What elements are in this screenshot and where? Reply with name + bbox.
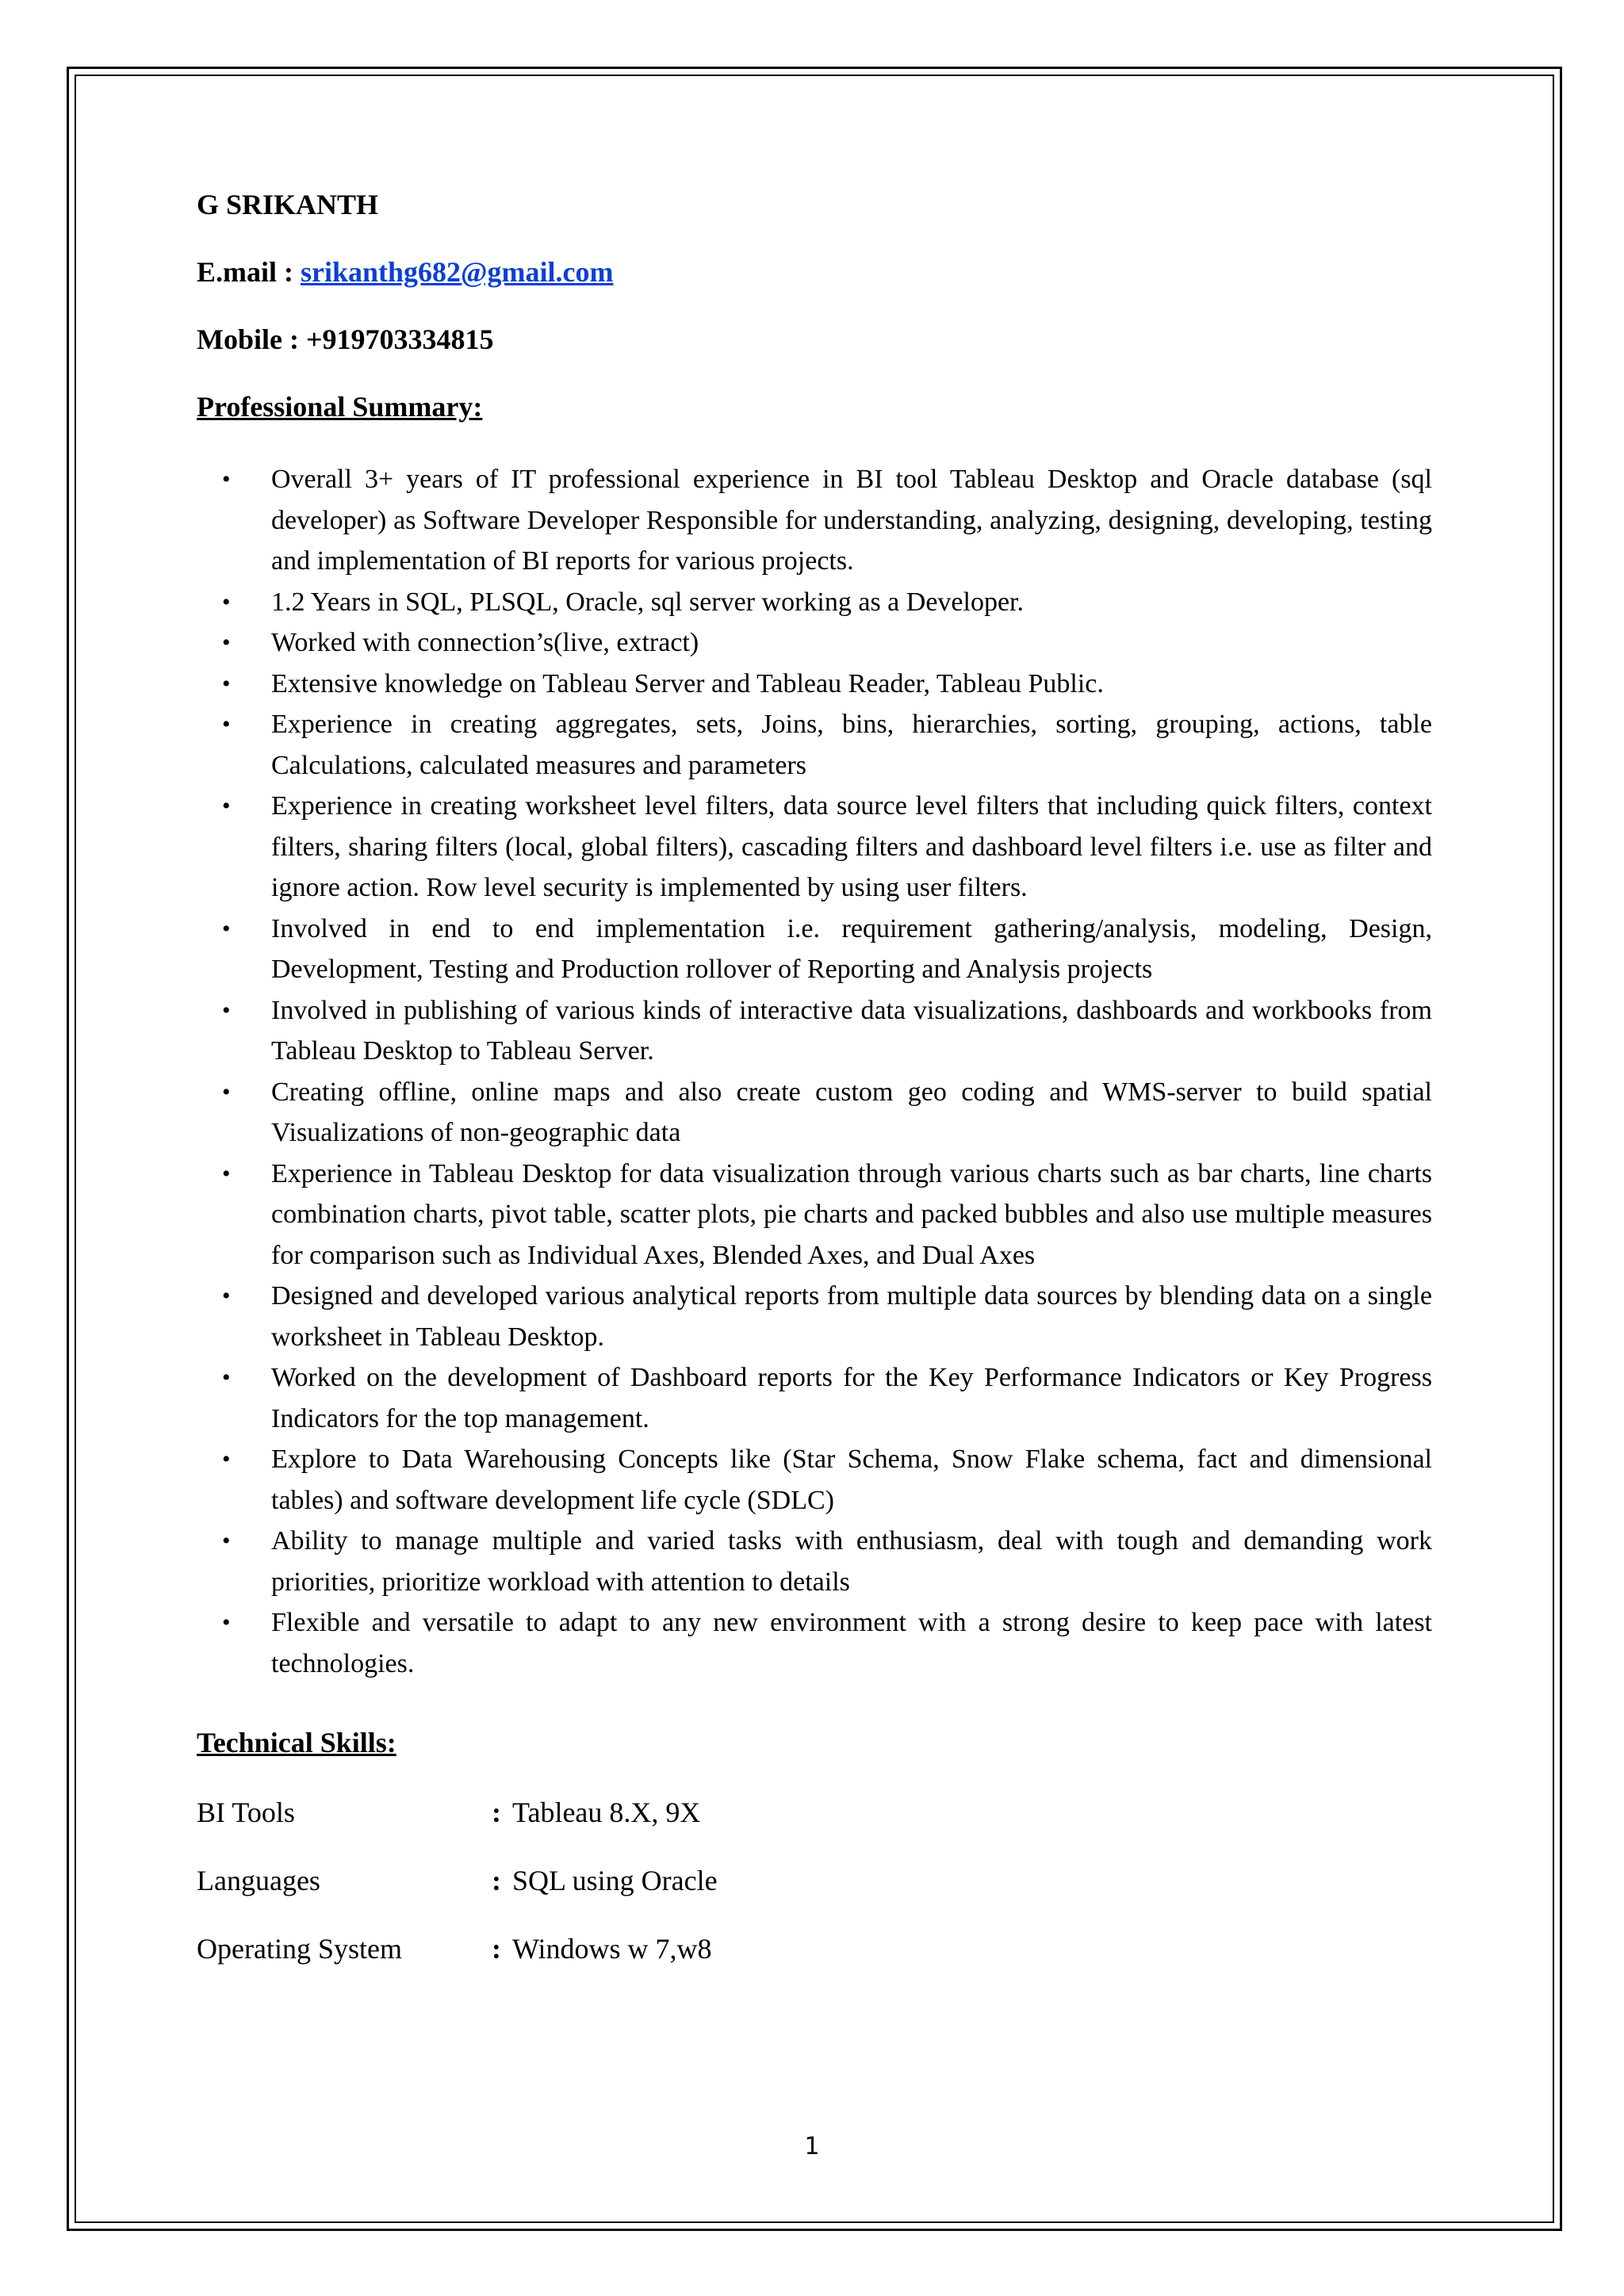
bullet-icon: • bbox=[222, 1283, 231, 1309]
summary-item-text: Creating offline, online maps and also create custom geo coding and WMS-server to build spatial Visualizations of non-geographic data bbox=[271, 1077, 1432, 1147]
bullet-icon: • bbox=[222, 1364, 231, 1391]
bullet-icon: • bbox=[222, 1609, 231, 1636]
list-item bbox=[197, 1072, 1434, 1154]
list-item bbox=[197, 909, 1434, 990]
candidate-name: G SRIKANTH bbox=[197, 189, 379, 220]
list-item bbox=[197, 1154, 1434, 1276]
summary-list bbox=[197, 459, 1434, 1684]
mobile-number: +919703334815 bbox=[305, 323, 494, 355]
list-item bbox=[197, 582, 1434, 623]
list-item bbox=[197, 622, 1434, 664]
summary-item-text: Experience in creating worksheet level filters, data source level filters that including quick filters, context filters, sharing filters (local, global filters), cascading filters and dashboard level filters i.e. use as filter and ignore action. Row level security is implemented by using user filters. bbox=[271, 791, 1432, 902]
list-item bbox=[197, 1276, 1434, 1357]
summary-item-text: Designed and developed various analytical reports from multiple data sources by blending data on a single worksheet in Tableau Desktop. bbox=[271, 1281, 1432, 1352]
skill-colon: : bbox=[492, 1865, 501, 1896]
summary-item-text: Flexible and versatile to adapt to any new environment with a strong desire to keep pace with latest technologies. bbox=[271, 1608, 1432, 1678]
bullet-icon: • bbox=[222, 588, 231, 615]
list-item bbox=[197, 1357, 1434, 1439]
bullet-icon: • bbox=[222, 466, 231, 492]
email-line bbox=[197, 254, 1434, 289]
email-link[interactable]: srikanthg682@gmail.com bbox=[301, 256, 614, 288]
summary-item-text: Explore to Data Warehousing Concepts like (Star Schema, Snow Flake schema, fact and dimensional tables) and software development life cycle (SDLC) bbox=[271, 1445, 1432, 1515]
bullet-icon: • bbox=[222, 1160, 231, 1187]
summary-item-text: Experience in Tableau Desktop for data visualization through various charts such as bar charts, line charts combination charts, pivot table, scatter plots, pie charts and packed bubbles and also use multiple measures for comparison such as Individual Axes, Blended Axes, and Dual Axes bbox=[271, 1158, 1432, 1270]
skill-row-operating-system bbox=[197, 1931, 1434, 1966]
technical-skills-title: Technical Skills: bbox=[197, 1727, 396, 1758]
mobile-line bbox=[197, 322, 1434, 357]
professional-summary-title: Professional Summary: bbox=[197, 391, 483, 423]
summary-item-text: Ability to manage multiple and varied tasks with enthusiasm, deal with tough and demanding work priorities, prioritize workload with attention to details bbox=[271, 1526, 1432, 1597]
list-item bbox=[197, 990, 1434, 1072]
summary-item-text: Extensive knowledge on Tableau Server and Tableau Reader, Tableau Public. bbox=[271, 668, 1104, 698]
bullet-icon: • bbox=[222, 997, 231, 1024]
list-item bbox=[197, 704, 1434, 786]
skill-colon: : bbox=[492, 1933, 501, 1965]
skill-value: Windows w 7,w8 bbox=[512, 1933, 712, 1965]
skill-label: Languages bbox=[197, 1865, 320, 1896]
email-label: E.mail : bbox=[197, 256, 293, 288]
summary-item-text: Overall 3+ years of IT professional experience in BI tool Tableau Desktop and Oracle database (sql developer) as Software Developer Responsible for understanding, analyzing, designing, developing, testing and implementation of BI reports for various projects. bbox=[271, 465, 1432, 576]
list-item bbox=[197, 786, 1434, 909]
skill-label: Operating System bbox=[197, 1933, 402, 1965]
skills-table bbox=[197, 1795, 1434, 1966]
page-number: 1 bbox=[804, 2133, 820, 2160]
bullet-icon: • bbox=[222, 1528, 231, 1554]
bullet-icon: • bbox=[222, 670, 231, 697]
summary-item-text: Worked on the development of Dashboard reports for the Key Performance Indicators or Key Progress Indicators for the top management. bbox=[271, 1363, 1432, 1433]
skill-value: SQL using Oracle bbox=[512, 1865, 718, 1896]
summary-item-text: Involved in end to end implementation i.e. requirement gathering/analysis, modeling, Design, Development, Testing and Production rollover of Reporting and Analysis projects bbox=[271, 913, 1432, 984]
skill-colon: : bbox=[492, 1797, 501, 1828]
summary-item-text: 1.2 Years in SQL, PLSQL, Oracle, sql server working as a Developer. bbox=[271, 587, 1024, 617]
list-item bbox=[197, 1602, 1434, 1684]
bullet-icon: • bbox=[222, 1446, 231, 1472]
resume-content bbox=[197, 187, 1434, 1999]
skill-value: Tableau 8.X, 9X bbox=[512, 1797, 701, 1828]
bullet-icon: • bbox=[222, 629, 231, 656]
summary-item-text: Involved in publishing of various kinds of interactive data visualizations, dashboards and workbooks from Tableau Desktop to Tableau Server. bbox=[271, 995, 1432, 1066]
bullet-icon: • bbox=[222, 1078, 231, 1105]
summary-item-text: Experience in creating aggregates, sets, Joins, bins, hierarchies, sorting, grouping, actions, table Calculations, calculated measures and parameters bbox=[271, 710, 1432, 780]
bullet-icon: • bbox=[222, 711, 231, 737]
list-item bbox=[197, 1521, 1434, 1602]
skill-row-languages bbox=[197, 1863, 1434, 1898]
list-item bbox=[197, 459, 1434, 582]
summary-item-text: Worked with connection’s(live, extract) bbox=[271, 628, 699, 657]
bullet-icon: • bbox=[222, 793, 231, 819]
mobile-label: Mobile : bbox=[197, 323, 299, 355]
list-item bbox=[197, 1439, 1434, 1521]
list-item bbox=[197, 664, 1434, 705]
skill-label: BI Tools bbox=[197, 1797, 295, 1828]
skill-row-bi-tools bbox=[197, 1795, 1434, 1830]
bullet-icon: • bbox=[222, 915, 231, 942]
